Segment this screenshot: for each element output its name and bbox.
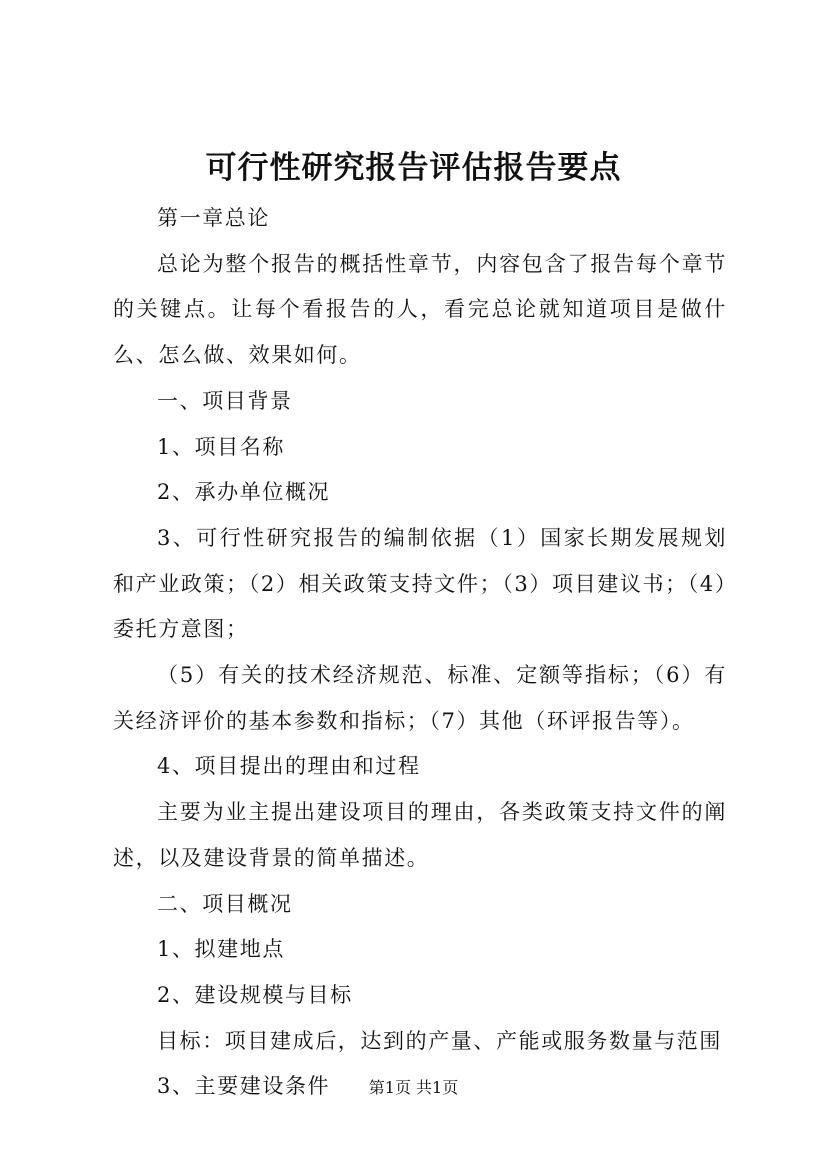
item-conditions: 3、主要建设条件 bbox=[157, 1074, 331, 1099]
document-body bbox=[113, 196, 727, 1110]
section-heading-background: 一、项目背景 bbox=[157, 388, 293, 413]
item-reasons: 4、项目提出的理由和过程 bbox=[157, 754, 421, 779]
section-heading-overview: 二、项目概况 bbox=[157, 891, 293, 916]
chapter-heading: 第一章总论 bbox=[157, 206, 270, 230]
paragraph-overview: 总论为整个报告的概括性章节，内容包含了报告每个章节的关键点。让每个看报告的人，看完总论就知道项目是做什么、怎么做、效果如何。 bbox=[113, 251, 727, 368]
item-basis: 3、可行性研究报告的编制依据（1）国家长期发展规划和产业政策；（2）相关政策支持文件；（3）项目建议书；（4）委托方意图； bbox=[113, 525, 727, 642]
item-organizer: 2、承办单位概况 bbox=[157, 480, 331, 505]
item-project-name: 1、项目名称 bbox=[157, 434, 285, 459]
item-basis-continued: （5）有关的技术经济规范、标准、定额等指标；（6）有关经济评价的基本参数和指标；（7）其他（环评报告等）。 bbox=[113, 663, 727, 733]
item-scale: 2、建设规模与目标 bbox=[157, 982, 353, 1007]
paragraph-goal: 目标：项目建成后，达到的产量、产能或服务数量与范围 bbox=[157, 1028, 722, 1053]
document-title: 可行性研究报告评估报告要点 bbox=[205, 150, 622, 186]
paragraph-reasons: 主要为业主提出建设项目的理由，各类政策支持文件的阐述，以及建设背景的简单描述。 bbox=[113, 800, 727, 870]
item-location: 1、拟建地点 bbox=[157, 937, 285, 962]
page-footer: 第1页 共1页 bbox=[368, 1078, 459, 1097]
